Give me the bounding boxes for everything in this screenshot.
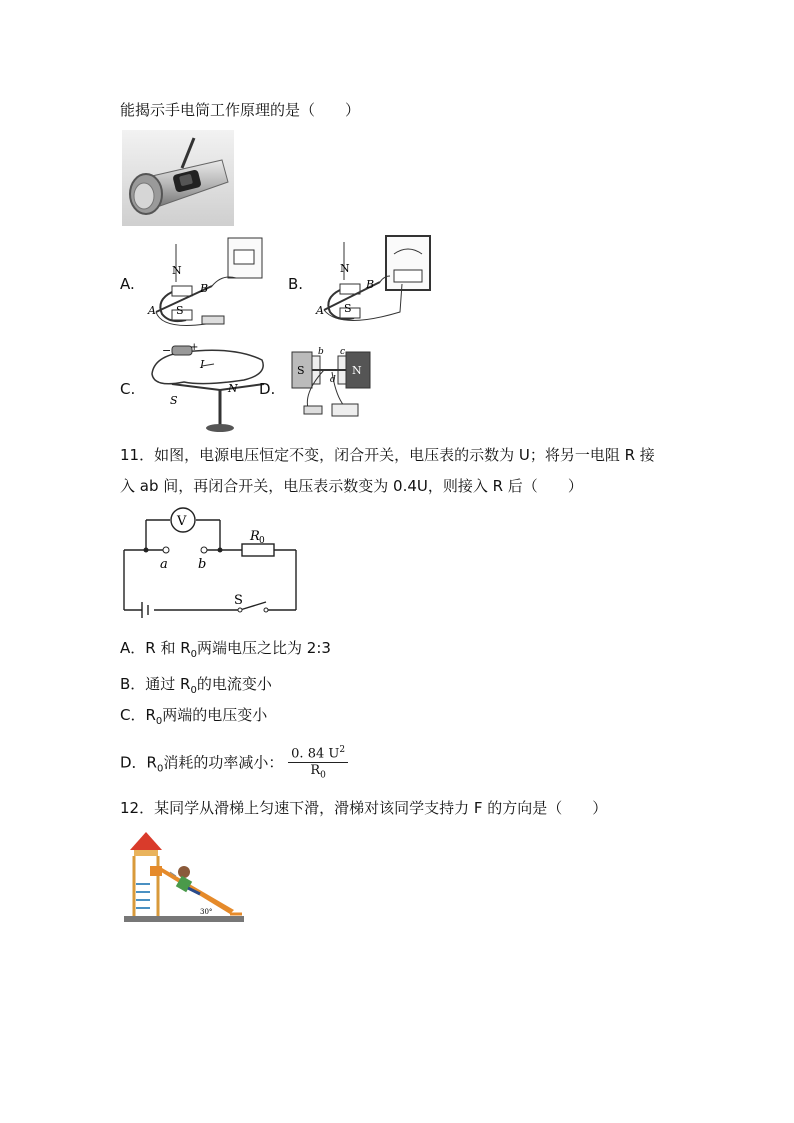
- q10b-a: A: [316, 304, 324, 317]
- q10-option-b-label: B.: [288, 275, 304, 293]
- q10a-b: B: [200, 282, 209, 295]
- q10c-s: S: [170, 394, 178, 407]
- q11-point-a: a: [160, 557, 168, 572]
- q10b-b: B: [366, 278, 375, 291]
- q10c-minus: −: [162, 344, 172, 357]
- q10a-a: A: [148, 304, 156, 317]
- q11-option-c: C．$R_0$两端的电压变小: [120, 706, 268, 727]
- q11-option-a: A．R 和 $R_0$两端电压之比为 2:3: [120, 639, 331, 660]
- q11-stem-line2: 入 ab 间，再闭合开关，电压表示数变为 0.4U，则接入 R 后（ ）: [120, 477, 583, 495]
- q12-slide-image: [122, 828, 246, 924]
- q10d-n: N: [352, 364, 362, 377]
- q11-r0-sub: 0: [259, 536, 265, 546]
- q10-option-c-label: C.: [120, 380, 136, 398]
- q10-stem: 能揭示手电筒工作原理的是（ ）: [120, 101, 361, 119]
- q10b-n: N: [340, 262, 350, 275]
- q11-option-b: B．通过 $R_0$的电流变小: [120, 675, 272, 696]
- q10-option-a-label: A.: [120, 275, 135, 293]
- q10d-s: S: [297, 364, 305, 377]
- q11-point-b: b: [198, 557, 207, 572]
- q10a-n: N: [172, 264, 182, 277]
- q10-figure-a: [142, 234, 264, 334]
- q10-option-d-label: D.: [259, 380, 276, 398]
- q10b-s: S: [344, 302, 352, 315]
- q10c-plus: +: [190, 342, 199, 353]
- q10c-n: N: [228, 382, 238, 395]
- q11-voltmeter-v: V: [177, 514, 187, 529]
- q12-stem: 12．某同学从滑梯上匀速下滑，滑梯对该同学支持力 F 的方向是（ ）: [120, 799, 608, 817]
- q11-circuit-diagram: [118, 504, 304, 618]
- q11-option-d-fraction: $\frac{0. 84 U^2}{R_0}$: [288, 742, 348, 784]
- q12-angle: 30°: [200, 908, 213, 916]
- q10d-d: d: [330, 375, 336, 385]
- q11-stem-line1: 11．如图，电源电压恒定不变，闭合开关，电压表的示数为 U；将另一电阻 R 接: [120, 446, 655, 464]
- q10d-b: b: [318, 347, 324, 357]
- q10d-c: c: [340, 347, 346, 357]
- q11-switch-s: S: [234, 593, 243, 608]
- flashlight-image: [122, 130, 234, 226]
- q10-figure-c: [144, 338, 270, 438]
- q11-option-d: D．$R_0$消耗的功率减小： $\frac{0. 84 U^2}{R_0}$: [120, 742, 348, 789]
- q10-figure-b: [310, 232, 432, 332]
- q10c-i: I: [200, 358, 205, 371]
- q11-r0-label: R: [250, 529, 260, 544]
- q10a-s: S: [176, 304, 184, 317]
- q10-figure-d: [288, 342, 376, 432]
